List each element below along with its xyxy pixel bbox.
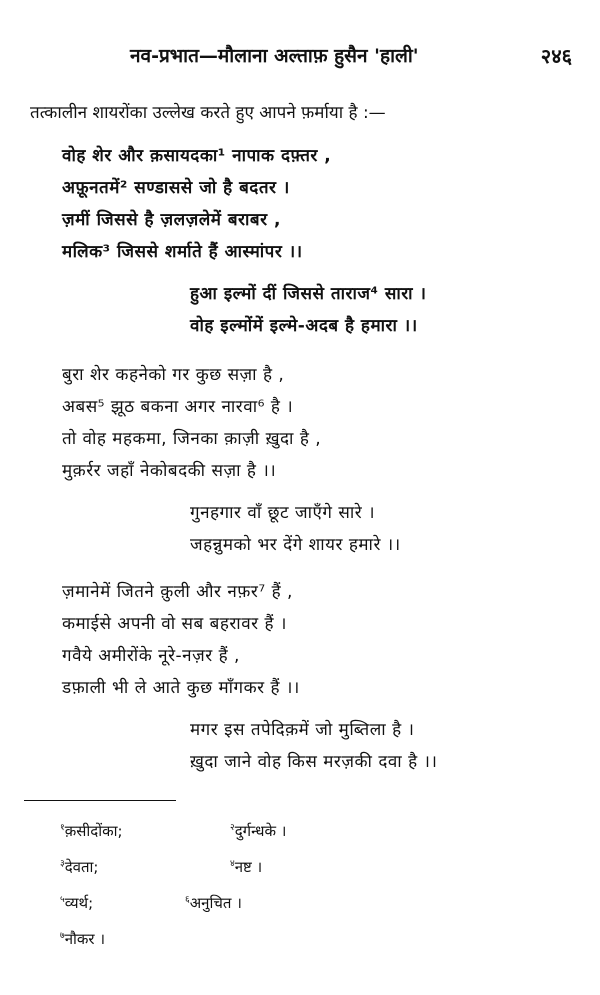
footnote-item [230, 856, 262, 877]
footnote-mark: २ [230, 823, 235, 833]
verse-line: वोह इल्मोंमें इल्मे-अदब है हमारा ।। [190, 316, 418, 336]
verse-line: मलिक³ जिससे शर्माते हैं आस्मांपर ।। [62, 242, 303, 262]
footnote-text: नष्ट । [234, 858, 263, 876]
footnote-mark: ४ [230, 859, 235, 869]
footnote-item [60, 928, 105, 949]
verse-line: मुक़र्रर जहाँ नेकोबदकी सज़ा है ।। [62, 461, 277, 481]
page-number: २४६ [540, 44, 572, 68]
footnote-text: क़सीदोंका; [64, 822, 123, 840]
footnote-mark: ५ [60, 895, 65, 905]
verse-line: हुआ इल्मों दीं जिससे ताराज⁴ सारा । [190, 284, 427, 304]
verse-line: वोह शेर और क़सायदका¹ नापाक दफ़्तर , [62, 146, 332, 166]
verse-line: बुरा शेर कहनेको गर कुछ सज़ा है , [62, 365, 285, 385]
verse-line: गवैये अमीरोंके नूरे-नज़र हैं , [62, 646, 240, 666]
verse-line: अबस⁵ झूठ बकना अगर नारवा⁶ है । [62, 397, 294, 417]
footnote-text: नौकर । [64, 930, 106, 948]
footnote-mark: १ [60, 823, 65, 833]
verse-line: जहन्नुमको भर देंगे शायर हमारे ।। [190, 535, 401, 555]
footnote-item [185, 892, 242, 913]
footnote-text: अनुचित । [189, 894, 242, 912]
verse-line: तो वोह महकमा, जिनका क़ाज़ी ख़ुदा है , [62, 429, 322, 449]
footnote-text: दुर्गन्धके । [234, 822, 287, 840]
footnote-mark: ७ [60, 931, 65, 941]
verse-line: डफ़ाली भी ले आते कुछ माँगकर हैं ।। [62, 678, 300, 698]
verse-line: मगर इस तपेदिक़में जो मुब्तिला है । [190, 720, 415, 740]
footnote-divider [24, 800, 176, 801]
footnote-text: देवता; [64, 858, 99, 876]
footnote-mark: ६ [185, 895, 190, 905]
verse-line: ज़मीं जिससे है ज़लज़लेमें बराबर , [62, 210, 281, 230]
verse-line: गुनहगार वाँ छूट जाएँगे सारे । [190, 503, 376, 523]
verse-line: ख़ुदा जाने वोह किस मरज़की दवा है ।। [190, 752, 438, 772]
intro-line: तत्कालीन शायरोंका उल्लेख करते हुए आपने फ़र्माया है :— [30, 103, 386, 123]
footnote-item [230, 820, 286, 841]
footnote-item [60, 892, 93, 913]
verse-line: कमाईसे अपनी वो सब बहरावर हैं । [62, 614, 287, 634]
footnote-item [60, 856, 98, 877]
footnote-mark: ३ [60, 859, 65, 869]
verse-line: ज़मानेमें जितने क़ुली और नफ़र⁷ हैं , [62, 582, 293, 602]
verse-line: अफ़ूनतमें² सण्डाससे जो है बदतर । [62, 178, 290, 198]
footnote-item [60, 820, 123, 841]
page-header [130, 42, 572, 72]
running-title: नव-प्रभात—मौलाना अल्ताफ़ हुसैन 'हाली' [130, 45, 419, 67]
footnote-text: व्यर्थ; [64, 894, 94, 912]
